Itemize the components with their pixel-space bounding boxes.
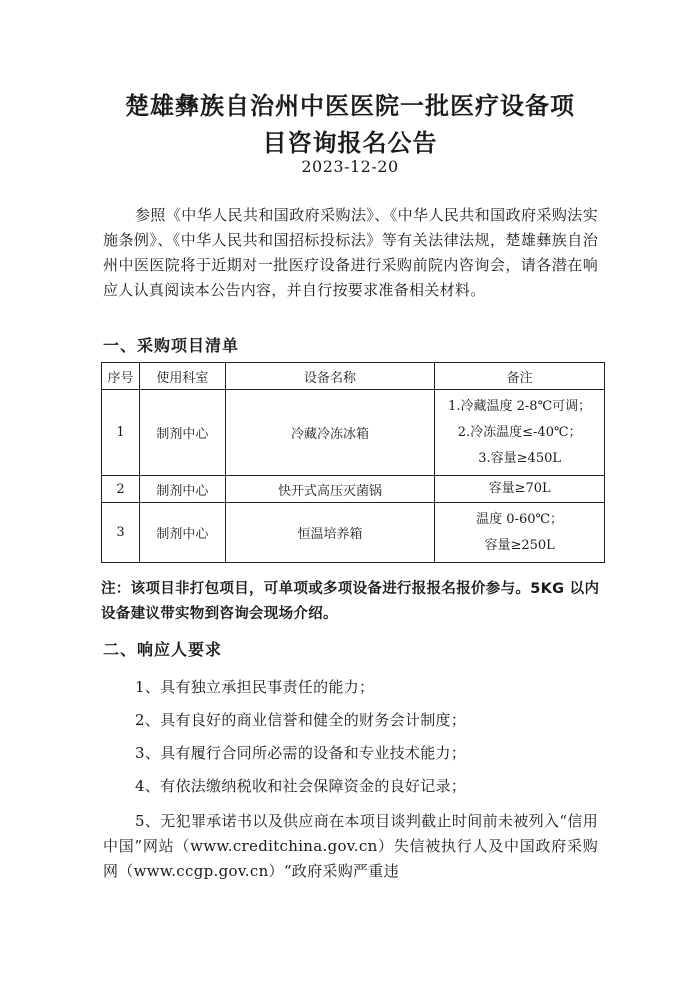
procurement-table bbox=[101, 362, 605, 563]
requirement-item: 2、具有良好的商业信誉和健全的财务会计制度； bbox=[135, 711, 467, 729]
row-dept: 制剂中心 bbox=[139, 390, 225, 476]
row-no: 2 bbox=[102, 476, 140, 503]
row-dept: 制剂中心 bbox=[139, 476, 225, 503]
section-heading-procurement-list: 一、采购项目清单 bbox=[103, 336, 240, 355]
header-no: 序号 bbox=[102, 363, 140, 390]
remark-line: 容量≥70L bbox=[488, 481, 551, 496]
table-note: 注：该项目非打包项目，可单项或多项设备进行报报名报价参与。5KG 以内设备建议带实物到咨询会现场介绍。 bbox=[101, 581, 600, 622]
row-name: 恒温培养箱 bbox=[225, 503, 435, 563]
requirement-item: 3、具有履行合同所必需的设备和专业技术能力； bbox=[135, 744, 467, 762]
requirement-item: 1、具有独立承担民事责任的能力； bbox=[135, 678, 375, 696]
header-dept: 使用科室 bbox=[139, 363, 225, 390]
row-no: 3 bbox=[102, 503, 140, 563]
title-line-2: 目咨询报名公告 bbox=[262, 129, 438, 157]
table-row bbox=[102, 390, 605, 476]
header-remarks: 备注 bbox=[435, 363, 605, 390]
table-row bbox=[102, 476, 605, 503]
title-line-1: 楚雄彝族自治州中医医院一批医疗设备项 bbox=[125, 92, 575, 120]
row-dept: 制剂中心 bbox=[139, 503, 225, 563]
row-no: 1 bbox=[102, 390, 140, 476]
publish-date: 2023-12-20 bbox=[301, 157, 399, 176]
remark-line: 温度 0-60℃； bbox=[476, 511, 564, 527]
remark-line: 1.冷藏温度 2-8℃可调； bbox=[448, 398, 592, 414]
requirement-item: 5、无犯罪承诺书以及供应商在本项目谈判截止时间前未被列入“信用中国”网站（www.creditchina.gov.cn）失信被执行人及中国政府采购网（www.ccgp.gov.cn）“政府采购严重违 bbox=[103, 812, 598, 880]
requirement-item: 4、有依法缴纳税收和社会保障资金的良好记录； bbox=[135, 777, 467, 795]
row-remarks bbox=[435, 476, 605, 503]
document-title bbox=[100, 88, 600, 162]
remark-line: 容量≥250L bbox=[484, 537, 555, 553]
table-header-row bbox=[102, 363, 605, 390]
row-remarks bbox=[435, 390, 605, 476]
remark-line: 2.冷冻温度≤-40℃； bbox=[457, 424, 582, 440]
section-heading-requirements: 二、响应人要求 bbox=[103, 640, 223, 659]
remark-line: 3.容量≥450L bbox=[478, 450, 561, 466]
row-remarks bbox=[435, 503, 605, 563]
row-name: 快开式高压灭菌锅 bbox=[225, 476, 435, 503]
header-name: 设备名称 bbox=[225, 363, 435, 390]
table-row bbox=[102, 503, 605, 563]
row-name: 冷藏冷冻冰箱 bbox=[225, 390, 435, 476]
intro-paragraph: 参照《中华人民共和国政府采购法》、《中华人民共和国政府采购法实施条例》、《中华人民共和国招标投标法》等有关法律法规，楚雄彝族自治州中医医院将于近期对一批医疗设备进行采购前院内咨询会，请各潜在响应人认真阅读本公告内容，并自行按要求准备相关材料。 bbox=[103, 206, 598, 299]
